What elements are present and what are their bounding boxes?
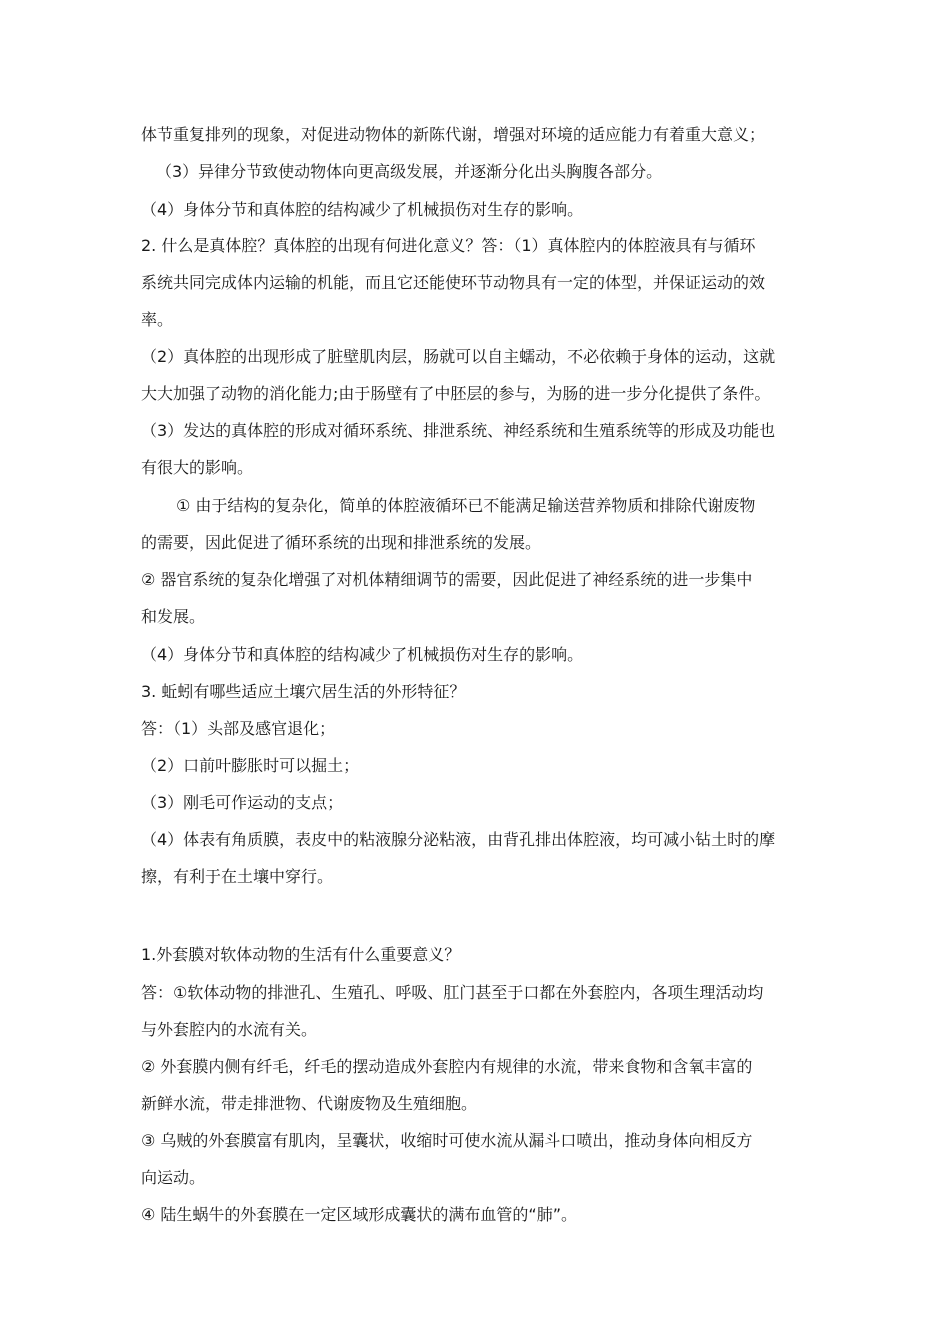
text-line: ③ 乌贼的外套膜富有肌肉，呈囊状，收缩时可使水流从漏斗口喷出，推动身体向相反方: [141, 1131, 753, 1150]
text-line: （2）口前叶膨胀时可以掘土；: [141, 756, 360, 775]
text-line: 系统共同完成体内运输的机能，而且它还能使环节动物具有一定的体型，并保证运动的效: [141, 273, 766, 292]
text-line: ④ 陆生蜗牛的外套膜在一定区域形成囊状的满布血管的“肺”。: [141, 1205, 578, 1224]
text-line: 的需要，因此促进了循环系统的出现和排泄系统的发展。: [141, 533, 542, 552]
text-line: 答：①软体动物的排泄孔、生殖孔、呼吸、肛门甚至于口都在外套腔内，各项生理活动均: [141, 983, 764, 1002]
text-line: （3）异律分节致使动物体向更高级发展，并逐渐分化出头胸腹各部分。: [156, 162, 663, 181]
text-line: （4）身体分节和真体腔的结构减少了机械损伤对生存的影响。: [141, 645, 584, 664]
text-line: 与外套腔内的水流有关。: [141, 1020, 318, 1039]
text-line: （2）真体腔的出现形成了脏壁肌肉层，肠就可以自主蠕动，不必依赖于身体的运动，这就: [141, 347, 776, 366]
text-line: （4）身体分节和真体腔的结构减少了机械损伤对生存的影响。: [141, 200, 584, 219]
text-line: （3）发达的真体腔的形成对循环系统、排泄系统、神经系统和生殖系统等的形成及功能也: [141, 421, 776, 440]
text-line: 1.外套膜对软体动物的生活有什么重要意义？: [141, 945, 461, 964]
text-line: 答：（1）头部及感官退化；: [141, 719, 336, 738]
text-line: 率。: [141, 310, 174, 329]
text-line: 和发展。: [141, 607, 206, 626]
text-line: 3. 蚯蚓有哪些适应土壤穴居生活的外形特征？: [141, 682, 466, 701]
text-line: ② 器官系统的复杂化增强了对机体精细调节的需要，因此促进了神经系统的进一步集中: [141, 570, 753, 589]
text-line: 有很大的影响。: [141, 458, 254, 477]
text-line: ② 外套膜内侧有纤毛，纤毛的摆动造成外套腔内有规律的水流，带来食物和含氧丰富的: [141, 1057, 753, 1076]
text-line: ① 由于结构的复杂化，简单的体腔液循环已不能满足输送营养物质和排除代谢废物: [176, 496, 756, 515]
text-line: 体节重复排列的现象，对促进动物体的新陈代谢，增强对环境的适应能力有着重大意义；: [141, 125, 766, 144]
text-line: （3）刚毛可作运动的支点；: [141, 793, 344, 812]
text-line: 擦，有利于在土壤中穿行。: [141, 867, 334, 886]
text-line: 向运动。: [141, 1168, 206, 1187]
text-line: 大大加强了动物的消化能力;由于肠壁有了中胚层的参与，为肠的进一步分化提供了条件。: [141, 384, 771, 403]
text-line: （4）体表有角质膜，表皮中的粘液腺分泌粘液，由背孔排出体腔液，均可减小钻土时的摩: [141, 830, 776, 849]
text-line: 2. 什么是真体腔？真体腔的出现有何进化意义？答：（1）真体腔内的体腔液具有与循环: [141, 236, 756, 255]
text-line: 新鲜水流，带走排泄物、代谢废物及生殖细胞。: [141, 1094, 478, 1113]
